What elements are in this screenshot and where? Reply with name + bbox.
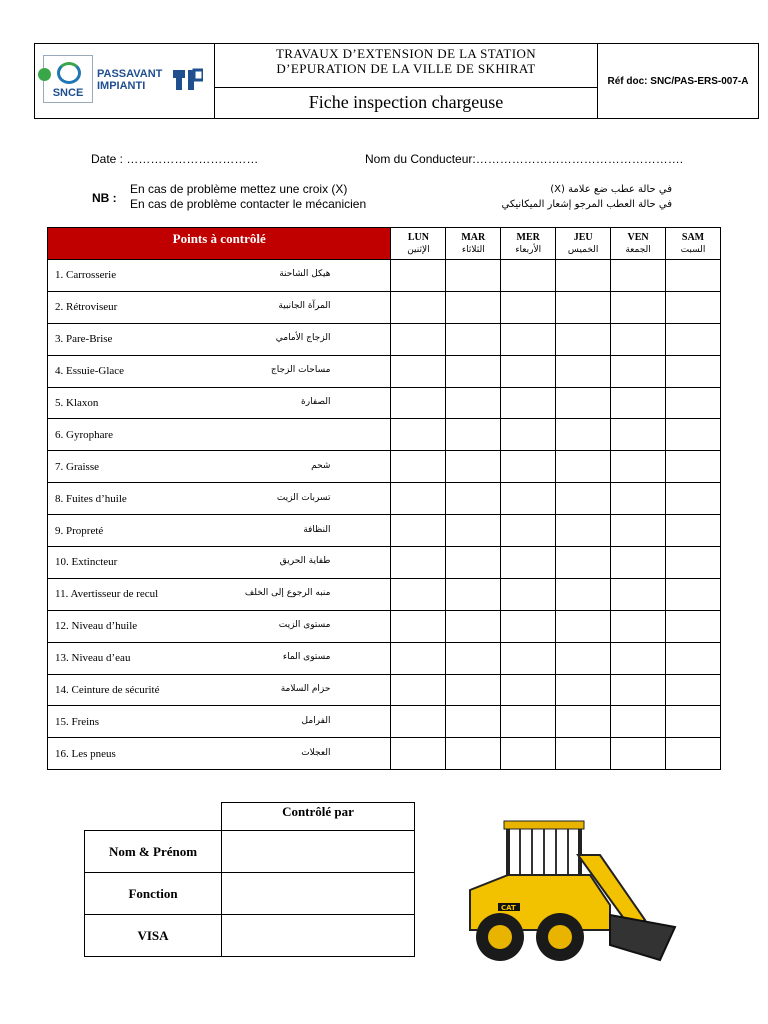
item-cell [48, 355, 391, 387]
table-row [48, 547, 721, 579]
item-label-ar: مساحات الزجاج [270, 365, 331, 376]
check-cell[interactable] [446, 515, 501, 547]
check-cell[interactable] [391, 291, 446, 323]
check-cell[interactable] [391, 578, 446, 610]
check-cell[interactable] [446, 738, 501, 770]
check-cell[interactable] [611, 674, 666, 706]
snce-logo [43, 55, 93, 103]
check-cell[interactable] [666, 291, 721, 323]
snce-logo-text: SNCE [52, 87, 84, 99]
check-cell[interactable] [446, 610, 501, 642]
item-cell [48, 515, 391, 547]
item-label: 5. Klaxon [55, 397, 99, 409]
project-title [215, 44, 597, 88]
check-cell[interactable] [611, 515, 666, 547]
item-label-ar: الفرامل [301, 715, 331, 726]
check-cell[interactable] [391, 451, 446, 483]
inspection-items [48, 260, 721, 770]
day-header: SAM السبت [666, 228, 721, 260]
check-cell[interactable] [501, 483, 556, 515]
day-header: MER الأربعاء [501, 228, 556, 260]
item-label-ar: حزام السلامة [280, 684, 331, 695]
check-cell[interactable] [501, 451, 556, 483]
check-cell[interactable] [556, 578, 611, 610]
day-header: JEU الخميس [556, 228, 611, 260]
item-label: 10. Extincteur [55, 556, 118, 569]
document-reference: Réf doc: SNC/PAS-ERS-007-A [607, 75, 749, 87]
check-cell[interactable] [501, 547, 556, 579]
check-cell[interactable] [391, 547, 446, 579]
document-header [34, 43, 759, 119]
check-cell[interactable] [556, 451, 611, 483]
item-label-ar: المرآة الجانبية [278, 301, 331, 312]
check-cell[interactable] [666, 323, 721, 355]
item-label: 15. Freins [55, 715, 99, 728]
item-label: 7. Graisse [55, 460, 99, 473]
check-cell[interactable] [446, 642, 501, 674]
globe-icon [57, 62, 81, 84]
check-cell[interactable] [556, 547, 611, 579]
check-cell[interactable] [391, 738, 446, 770]
nb-line-2: En cas de problème contacter le mécanicien [130, 197, 367, 211]
check-cell[interactable] [446, 419, 501, 451]
check-cell[interactable] [611, 547, 666, 579]
control-value-function[interactable] [222, 873, 415, 915]
title-area [215, 44, 598, 118]
check-cell[interactable] [611, 451, 666, 483]
brand-label: CAT [501, 904, 516, 912]
item-label: 9. Propreté [55, 524, 104, 537]
check-cell[interactable] [501, 738, 556, 770]
item-label-ar: منبه الرجوع إلى الخلف [244, 588, 331, 599]
item-cell [48, 578, 391, 610]
check-cell[interactable] [666, 578, 721, 610]
check-cell[interactable] [666, 260, 721, 292]
check-cell[interactable] [556, 260, 611, 292]
check-cell[interactable] [556, 642, 611, 674]
check-cell[interactable] [611, 260, 666, 292]
check-cell[interactable] [611, 483, 666, 515]
table-row [48, 483, 721, 515]
project-title-line-1: TRAVAUX D’EXTENSION DE LA STATION [275, 46, 537, 61]
check-cell[interactable] [666, 547, 721, 579]
day-header: VEN الجمعة [611, 228, 666, 260]
table-row [48, 515, 721, 547]
nb-note-fr [130, 182, 366, 212]
check-cell[interactable] [501, 674, 556, 706]
nb-ar-line-2: في حالة العطب المرجو إشعار الميكانيكي [501, 199, 672, 210]
item-cell [48, 547, 391, 579]
nb-note-ar [502, 182, 673, 212]
table-row [48, 610, 721, 642]
inspection-table [47, 227, 721, 770]
check-cell[interactable] [556, 291, 611, 323]
check-cell[interactable] [556, 483, 611, 515]
item-label-ar: هيكل الشاحنة [279, 269, 331, 280]
check-cell[interactable] [666, 706, 721, 738]
green-dot-icon [38, 68, 51, 81]
check-cell[interactable] [556, 419, 611, 451]
item-cell [48, 610, 391, 642]
check-cell[interactable] [501, 323, 556, 355]
logo-area [35, 44, 215, 118]
check-cell[interactable] [391, 260, 446, 292]
check-cell[interactable] [446, 323, 501, 355]
check-cell[interactable] [391, 387, 446, 419]
check-cell[interactable] [391, 610, 446, 642]
skid-steer-loader-icon [460, 815, 680, 970]
check-cell[interactable] [611, 610, 666, 642]
item-cell [48, 738, 391, 770]
item-label: 6. Gyrophare [55, 428, 114, 441]
check-cell[interactable] [611, 355, 666, 387]
check-cell[interactable] [446, 547, 501, 579]
check-cell[interactable] [391, 355, 446, 387]
table-row [48, 323, 721, 355]
check-cell[interactable] [391, 515, 446, 547]
table-row [48, 674, 721, 706]
check-cell[interactable] [556, 515, 611, 547]
table-row [48, 706, 721, 738]
passavant-impianti-logo [97, 68, 209, 98]
date-field[interactable]: Date : …………………………… [91, 152, 259, 166]
check-cell[interactable] [556, 674, 611, 706]
check-cell[interactable] [611, 578, 666, 610]
check-cell[interactable] [666, 738, 721, 770]
control-value-visa[interactable] [222, 915, 415, 957]
check-cell[interactable] [446, 260, 501, 292]
check-cell[interactable] [501, 578, 556, 610]
check-cell[interactable] [611, 323, 666, 355]
logo-line-2: IMPIANTI [97, 80, 146, 92]
nb-label: NB : [92, 191, 117, 205]
check-cell[interactable] [556, 323, 611, 355]
item-label-ar: طفاية الحريق [279, 556, 331, 567]
check-cell[interactable] [611, 738, 666, 770]
control-header: Contrôlé par [222, 803, 415, 831]
table-row [48, 387, 721, 419]
item-label: 13. Niveau d’eau [55, 652, 131, 665]
item-label-ar: مستوى الزيت [278, 620, 331, 631]
item-label: 3. Pare-Brise [55, 333, 113, 346]
form-title: Fiche inspection chargeuse [308, 92, 504, 112]
check-cell[interactable] [666, 515, 721, 547]
check-cell[interactable] [501, 610, 556, 642]
check-cell[interactable] [391, 323, 446, 355]
check-cell[interactable] [391, 483, 446, 515]
check-cell[interactable] [501, 355, 556, 387]
points-header: Points à contrôlé [48, 228, 391, 260]
item-cell [48, 451, 391, 483]
check-cell[interactable] [556, 387, 611, 419]
check-cell[interactable] [446, 578, 501, 610]
control-label-visa: VISA [85, 915, 222, 957]
item-label-ar: مستوى الماء [282, 652, 331, 663]
check-cell[interactable] [666, 483, 721, 515]
item-cell [48, 483, 391, 515]
check-cell[interactable] [666, 674, 721, 706]
item-label: 12. Niveau d’huile [55, 620, 138, 633]
control-value-name[interactable] [222, 831, 415, 873]
check-cell[interactable] [666, 451, 721, 483]
item-cell [48, 706, 391, 738]
item-label: 2. Rétroviseur [55, 301, 118, 314]
table-row [48, 419, 721, 451]
check-cell[interactable] [391, 706, 446, 738]
check-cell[interactable] [501, 706, 556, 738]
item-label: 4. Essuie-Glace [55, 365, 125, 378]
check-cell[interactable] [611, 387, 666, 419]
check-cell[interactable] [446, 674, 501, 706]
nb-line-1: En cas de problème mettez une croix (X) [130, 182, 348, 196]
check-cell[interactable] [391, 642, 446, 674]
item-label: 14. Ceinture de sécurité [55, 684, 160, 697]
table-row [48, 578, 721, 610]
item-label-ar: الصفارة [301, 397, 331, 407]
pi-mark-icon [173, 68, 203, 92]
item-cell [48, 260, 391, 292]
item-label-ar: الزجاج الأمامي [275, 333, 331, 344]
item-label-ar: النظافة [303, 524, 331, 535]
check-cell[interactable] [611, 291, 666, 323]
check-cell[interactable] [446, 355, 501, 387]
check-cell[interactable] [556, 355, 611, 387]
check-cell[interactable] [501, 260, 556, 292]
check-cell[interactable] [611, 419, 666, 451]
check-cell[interactable] [666, 610, 721, 642]
logo-line-1: PASSAVANT [97, 68, 163, 80]
item-label-ar: شحم [311, 460, 331, 471]
check-cell[interactable] [556, 706, 611, 738]
item-cell [48, 419, 391, 451]
check-cell[interactable] [556, 610, 611, 642]
table-row [48, 260, 721, 292]
item-label: 11. Avertisseur de recul [55, 588, 159, 601]
driver-name-field[interactable]: Nom du Conducteur:……………………………………………. [365, 152, 684, 166]
item-cell [48, 387, 391, 419]
control-blank-cell [85, 803, 222, 831]
project-title-line-2: D’EPURATION DE LA VILLE DE SKHIRAT [276, 61, 536, 76]
table-row [48, 642, 721, 674]
check-cell[interactable] [446, 483, 501, 515]
control-label-function: Fonction [85, 873, 222, 915]
check-cell[interactable] [666, 387, 721, 419]
check-cell[interactable] [666, 419, 721, 451]
check-cell[interactable] [501, 291, 556, 323]
item-label: 16. Les pneus [55, 747, 116, 760]
item-cell [48, 642, 391, 674]
check-cell[interactable] [501, 642, 556, 674]
check-cell[interactable] [666, 355, 721, 387]
check-cell[interactable] [446, 291, 501, 323]
check-cell[interactable] [611, 706, 666, 738]
check-cell[interactable] [666, 642, 721, 674]
control-table [84, 802, 415, 957]
check-cell[interactable] [446, 387, 501, 419]
item-label: 8. Fuites d’huile [55, 492, 127, 505]
table-header-row [48, 228, 721, 260]
check-cell[interactable] [501, 419, 556, 451]
item-label-ar: العجلات [301, 747, 331, 758]
item-label: 1. Carrosserie [55, 269, 117, 282]
day-header: MAR الثلاثاء [446, 228, 501, 260]
table-row [48, 291, 721, 323]
nb-ar-line-1: في حالة عطب ضع علامة (X) [550, 184, 672, 195]
check-cell[interactable] [501, 515, 556, 547]
day-header: LUN الإثنين [391, 228, 446, 260]
check-cell[interactable] [611, 642, 666, 674]
table-row [48, 738, 721, 770]
check-cell[interactable] [391, 674, 446, 706]
table-row [48, 451, 721, 483]
item-label-ar: تسربات الزيت [276, 492, 331, 503]
control-label-name: Nom & Prénom [85, 831, 222, 873]
table-row [48, 355, 721, 387]
check-cell[interactable] [446, 451, 501, 483]
check-cell[interactable] [556, 738, 611, 770]
item-cell [48, 291, 391, 323]
check-cell[interactable] [446, 706, 501, 738]
check-cell[interactable] [501, 387, 556, 419]
check-cell[interactable] [391, 419, 446, 451]
item-cell [48, 674, 391, 706]
item-cell [48, 323, 391, 355]
